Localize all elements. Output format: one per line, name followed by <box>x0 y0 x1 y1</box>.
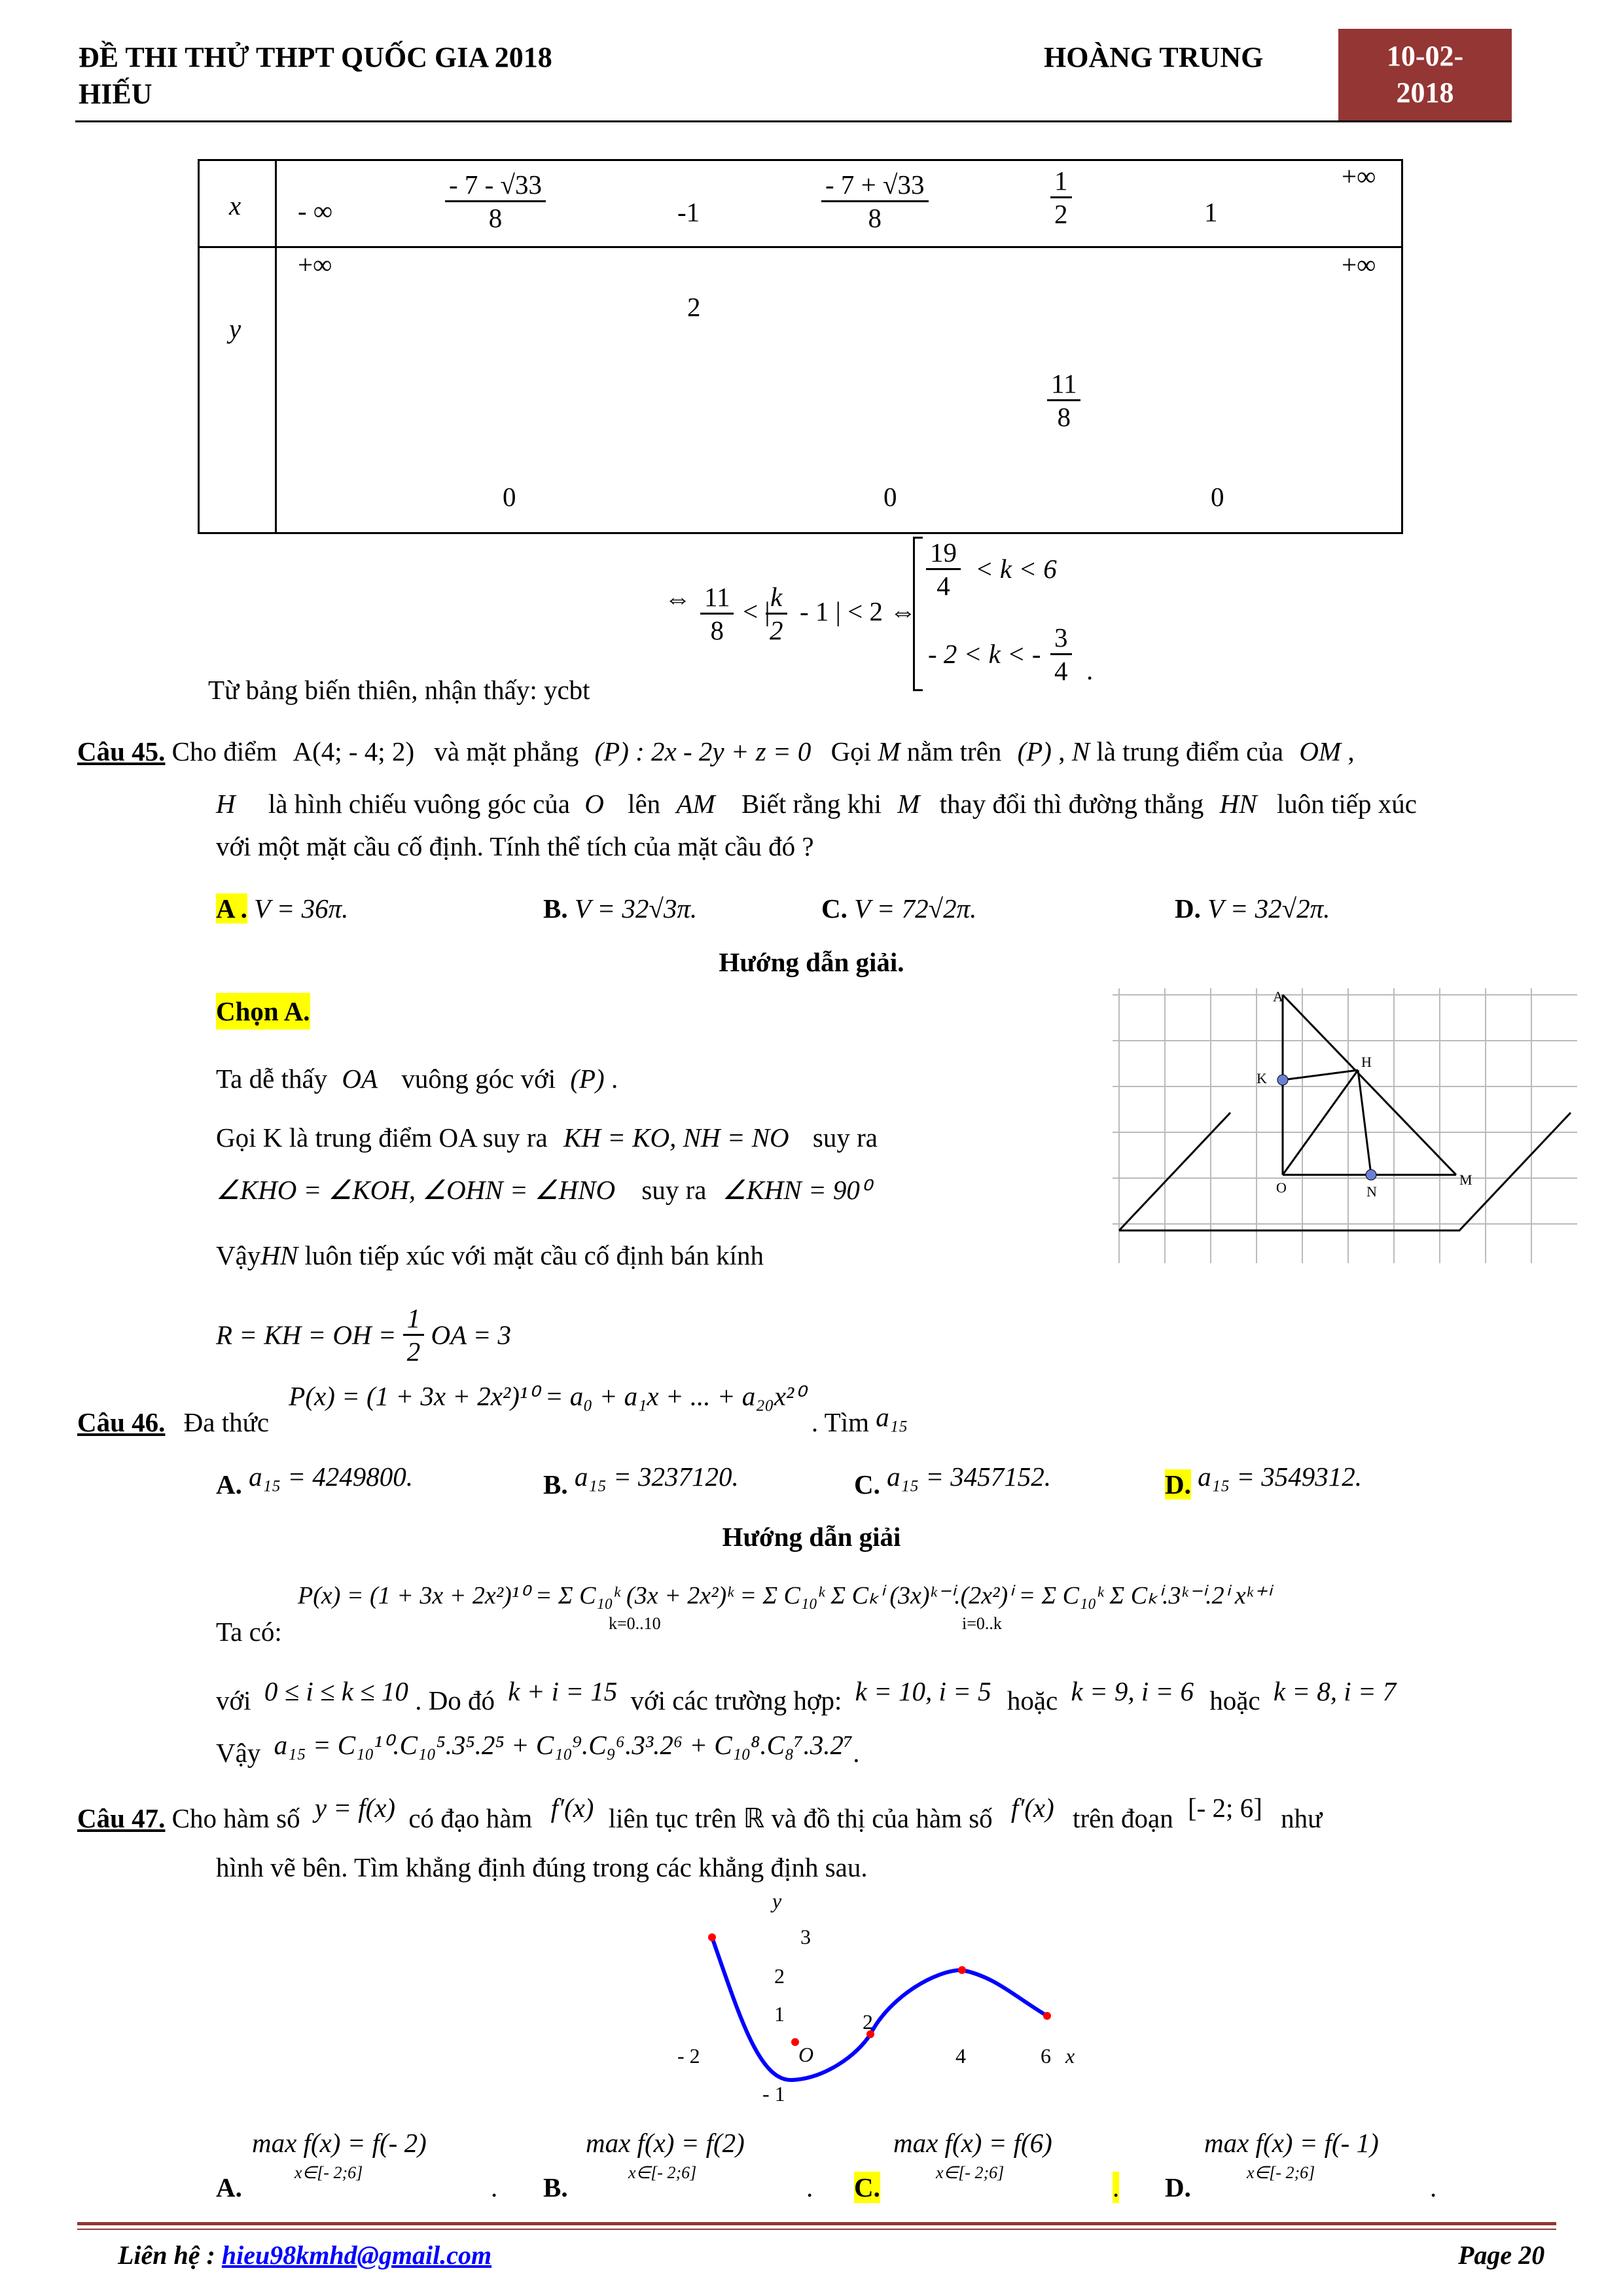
q45-option-b: B. V = 32√3π. <box>543 893 698 924</box>
q46-option-c: C. a₁₅ = 3457152. <box>854 1462 1052 1499</box>
fig-label-H: H <box>1361 1054 1372 1070</box>
header-title-cont: HIẾU <box>79 78 152 110</box>
graph-x-label: x <box>1065 2044 1075 2068</box>
footer-page-number: Page 20 <box>1458 2240 1545 2270</box>
table-x-one: 1 <box>1204 197 1218 227</box>
header-year: 2018 <box>1396 77 1454 109</box>
header-date: 10-02- <box>1386 40 1464 72</box>
q47-option-d-sub: x∈[- 2;6] <box>1247 2163 1315 2182</box>
q47-option-b-label: B. <box>543 2172 568 2202</box>
table-x-neg-inf: - ∞ <box>298 196 333 226</box>
footer-rule-thick <box>77 2222 1556 2225</box>
table-x-half: $\frac{1}{2}$ <box>1050 165 1072 230</box>
table-y-value-frac: $\frac{11}{8}$ <box>1047 368 1080 433</box>
graph-x-tick-4: 4 <box>955 2044 966 2068</box>
q45-option-a: A . V = 36π. <box>216 893 349 924</box>
q47-option-c-label: C. <box>854 2172 880 2202</box>
q47-option-d-max: max f(x) = f(- 1) <box>1204 2128 1379 2158</box>
header-date-box <box>1338 29 1512 122</box>
header-rule <box>75 120 1512 122</box>
q46-option-d: D. a₁₅ = 3549312. <box>1165 1462 1363 1499</box>
q45-choose: Chọn A. <box>216 993 310 1030</box>
q47-line1: Câu 47. Cho hàm số y = f(x) có đạo hàm f′(x) liên tục trên ℝ và đồ thị của hàm số f′(x) trên đoạn [- 2; 6] như <box>77 1793 1323 1833</box>
footer-email-link[interactable]: hieu98kmhd@gmail.com <box>221 2240 492 2270</box>
graph-x-tick-6: 6 <box>1041 2044 1051 2068</box>
q46-guide-title: Hướng dẫn giải <box>722 1522 901 1552</box>
q46-label: Câu 46. <box>77 1407 166 1437</box>
table-x-minus1: -1 <box>677 197 700 227</box>
table-y-local-max: 2 <box>687 292 701 322</box>
q45-line1: Câu 45. Cho điểm A(4; - 4; 2) và mặt phẳng (P) : 2x - 2y + z = 0 Gọi M nằm trên (P) , N là trung điểm của OM , <box>77 736 1355 766</box>
q46-sum-limit-i: i=0..k <box>962 1614 1002 1633</box>
q47-option-a-max: max f(x) = f(- 2) <box>252 2128 427 2158</box>
q45-guide-title: Hướng dẫn giải. <box>719 947 904 977</box>
table-x-frac2: $\frac{- 7 + √33}{8}$ <box>821 169 929 234</box>
q47-option-b-sub: x∈[- 2;6] <box>628 2163 697 2182</box>
q45-option-d: D. V = 32√2π. <box>1175 893 1330 924</box>
q47-derivative-graph <box>674 1885 1132 2108</box>
ineq-frac: $\frac{11}{8}$ <box>700 581 734 646</box>
q44-conclusion: Từ bảng biến thiên, nhận thấy: ycbt <box>208 675 590 705</box>
fig-label-A: A <box>1273 988 1283 1005</box>
q47-option-a-sub: x∈[- 2;6] <box>294 2163 363 2182</box>
q45-sol3: ∠KHO = ∠KOH, ∠OHN = ∠HNO suy ra ∠KHN = 90⁰ <box>216 1175 871 1205</box>
q46-taco: Ta có: <box>216 1617 282 1647</box>
case2-left: - 2 < k < - <box>928 639 1041 669</box>
q45-sol2: Gọi K là trung điểm OA suy ra KH = KO, NH = NO suy ra <box>216 1122 878 1153</box>
header-title: ĐỀ THI THỬ THPT QUỐC GIA 2018 <box>79 41 552 73</box>
table-y-zero-3: 0 <box>1211 482 1224 512</box>
graph-y-tick-1: 1 <box>774 2002 785 2026</box>
table-y-label: y <box>229 314 241 344</box>
graph-x-tick-neg2: - 2 <box>677 2044 700 2068</box>
q47-option-d-label: D. <box>1165 2172 1191 2202</box>
q45-line2: H là hình chiếu vuông góc của O lên AM Biết rằng khi M thay đổi thì đường thẳng HN luôn tiếp xúc <box>216 789 1417 819</box>
ineq-brace <box>913 537 923 691</box>
table-x-label: x <box>229 190 241 221</box>
q47-option-c-max: max f(x) = f(6) <box>893 2128 1052 2158</box>
table-y-top-right: +∞ <box>1342 249 1376 279</box>
q45-sol4: VậyHN luôn tiếp xúc với mặt cầu cố định bán kính <box>216 1240 764 1270</box>
q46-expansion: P(x) = (1 + 3x + 2x²)¹⁰ = Σ C₁₀ᵏ (3x + 2x²)ᵏ = Σ C₁₀ᵏ Σ Cₖⁱ (3x)ᵏ⁻ⁱ.(2x²)ⁱ = Σ C₁₀ᵏ Σ Cₖⁱ.3ᵏ⁻ⁱ.2ⁱ xᵏ⁺ⁱ <box>298 1582 1271 1609</box>
case1-rest: < k < 6 <box>975 554 1057 584</box>
table-y-zero-2: 0 <box>883 482 897 512</box>
q45-option-c: C. V = 72√2π. <box>821 893 977 924</box>
graph-y-tick-neg1: - 1 <box>762 2082 785 2106</box>
ineq-k-frac: $\frac{k}{2}$ <box>766 581 787 646</box>
case1-frac: $\frac{19}{4}$ <box>926 537 961 601</box>
q46-conditions: với 0 ≤ i ≤ k ≤ 10 . Do đó k + i = 15 với các trường hợp: k = 10, i = 5 hoặc k = 9, i = 6 hoặc k = 8, i = 7 <box>216 1676 1397 1715</box>
footer-rule-thin <box>77 2229 1556 2230</box>
table-y-zero-1: 0 <box>503 482 516 512</box>
table-divider-v <box>275 159 277 534</box>
q45-sol1: Ta dễ thấy OA vuông góc với (P) . <box>216 1064 618 1094</box>
q45-label: Câu 45. <box>77 736 166 766</box>
ineq-equiv: ⇔ <box>664 583 691 613</box>
q45-line3: với một mặt cầu cố định. Tính thể tích của mặt cầu đó ? <box>216 831 814 861</box>
fig-label-O: O <box>1276 1179 1287 1196</box>
graph-origin: O <box>798 2043 814 2066</box>
q46-final: Vậy a₁₅ = C₁₀¹⁰.C₁₀⁵.3⁵.2⁵ + C₁₀⁹.C₉⁶.3³.2⁶ + C₁₀⁸.C₈⁷.3.2⁷. <box>216 1730 860 1768</box>
variation-table <box>198 159 1403 534</box>
q46-line1: Câu 46. Đa thức P(x) = (1 + 3x + 2x²)¹⁰ = a₀ + a₁x + ... + a₂₀x²⁰ . Tìm a₁₅ <box>77 1381 908 1437</box>
ineq-rest: - 1 | < 2 ⇔ <box>800 596 917 626</box>
q47-line2: hình vẽ bên. Tìm khẳng định đúng trong các khẳng định sau. <box>216 1852 868 1882</box>
fig-label-M: M <box>1459 1172 1472 1188</box>
q46-option-b: B. a₁₅ = 3237120. <box>543 1462 739 1499</box>
fig-label-N: N <box>1366 1183 1377 1200</box>
header-author: HOÀNG TRUNG <box>1044 41 1264 73</box>
q47-option-b-max: max f(x) = f(2) <box>586 2128 745 2158</box>
fig-label-K: K <box>1257 1070 1267 1086</box>
case2-frac: $\frac{3}{4}$ <box>1050 622 1072 687</box>
table-y-top-left: +∞ <box>298 249 332 279</box>
footer-contact: Liên hệ : hieu98kmhd@gmail.com <box>118 2240 492 2270</box>
graph-y-label: y <box>772 1889 782 1912</box>
q46-option-a: A. a₁₅ = 4249800. <box>216 1462 414 1499</box>
graph-y-tick-2: 2 <box>774 1964 785 1988</box>
graph-x-tick-2: 2 <box>863 2010 873 2034</box>
q45-sol5: R = KH = OH = $\frac{1}{2}$ OA = 3 <box>216 1303 512 1367</box>
q47-label: Câu 47. <box>77 1803 166 1833</box>
q47-option-a-label: A. <box>216 2172 242 2202</box>
table-x-frac1: $\frac{- 7 - √33}{8}$ <box>445 169 546 234</box>
q45-geometry-figure <box>1113 988 1577 1263</box>
q47-option-c-sub: x∈[- 2;6] <box>936 2163 1005 2182</box>
q46-sum-limit-k: k=0..10 <box>609 1614 661 1633</box>
graph-y-tick-3: 3 <box>800 1925 811 1948</box>
table-x-pos-inf: +∞ <box>1342 161 1376 191</box>
table-divider-h <box>198 246 1403 248</box>
